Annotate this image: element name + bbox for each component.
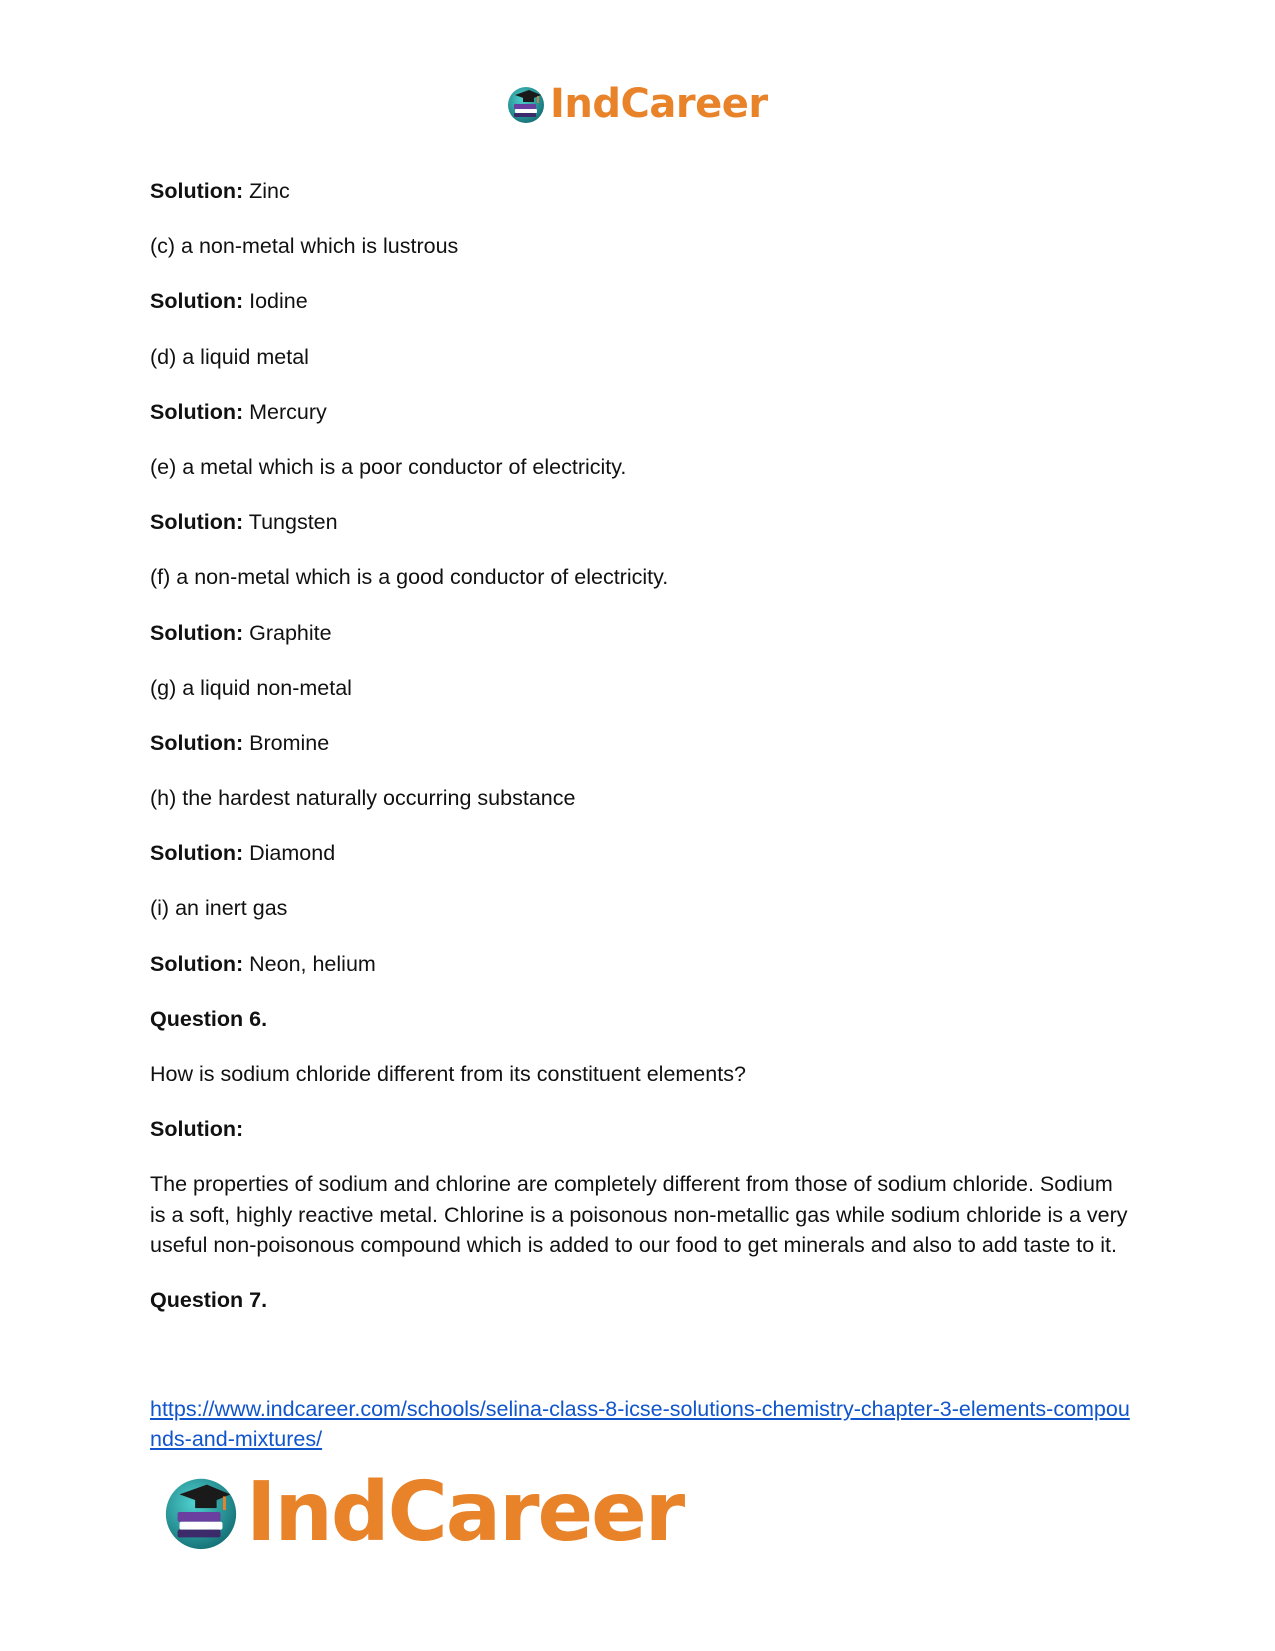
question-6-text: How is sodium chloride different from its constituent elements?: [150, 1062, 746, 1086]
answer-list: [150, 176, 1130, 1004]
solution-label: Solution:: [150, 841, 244, 866]
item-text: Graphite: [249, 620, 332, 645]
question-6-heading: Question 6.: [150, 1006, 268, 1031]
question-6-solution-text: The properties of sodium and chlorine are completely different from those of sodium chloride. Sodium is a soft, highly reactive metal. Chlorine is a poisonous non-metallic gas while sodium chloride is a very useful non-poisonous compound which is added to our food to get minerals and also to add taste to it.: [150, 1172, 1128, 1258]
item-text: Bromine: [249, 730, 330, 755]
item-text: (c) a non-metal which is lustrous: [150, 234, 459, 259]
item-text: Neon, helium: [249, 951, 376, 976]
question-6-solution-label: Solution:: [150, 1117, 244, 1142]
list-item: [150, 176, 1130, 231]
list-item: [150, 728, 1130, 783]
list-item: [150, 949, 1130, 1004]
indcareer-globe-icon: [505, 83, 547, 125]
list-item: [150, 562, 1130, 617]
list-item: [150, 397, 1130, 452]
indcareer-logo-footer: [160, 1466, 683, 1558]
list-item: [150, 838, 1130, 893]
list-item: [150, 783, 1130, 838]
solution-label: Solution:: [150, 730, 244, 755]
list-item: [150, 286, 1130, 341]
document-body: [150, 176, 1130, 1340]
question-7-heading: Question 7.: [150, 1287, 268, 1312]
list-item: [150, 507, 1130, 562]
item-text: Mercury: [249, 399, 327, 424]
item-text: (e) a metal which is a poor conductor of electricity.: [150, 454, 627, 479]
item-text: (h) the hardest naturally occurring substance: [150, 786, 576, 811]
solution-label: Solution:: [150, 620, 244, 645]
list-item: [150, 893, 1130, 948]
item-text: Zinc: [249, 179, 290, 203]
source-link[interactable]: https://www.indcareer.com/schools/selina-class-8-icse-solutions-chemistry-chapter-3-elements-compounds-and-mixtures/: [150, 1397, 1130, 1451]
solution-label: Solution:: [150, 951, 244, 976]
source-link-block: [150, 1394, 1130, 1454]
item-text: (g) a liquid non-metal: [150, 675, 352, 700]
indcareer-logo-header: [505, 80, 768, 128]
item-text: (d) a liquid metal: [150, 344, 309, 369]
solution-label: Solution:: [150, 510, 244, 535]
item-text: Diamond: [249, 841, 336, 866]
list-item: [150, 231, 1130, 286]
item-text: Iodine: [249, 289, 308, 314]
list-item: [150, 618, 1130, 673]
logo-wordmark: IndCareer: [550, 81, 768, 127]
list-item: [150, 342, 1130, 397]
item-text: (i) an inert gas: [150, 896, 288, 921]
solution-label: Solution:: [150, 399, 244, 424]
logo-wordmark: IndCareer: [246, 1464, 684, 1560]
list-item: [150, 673, 1130, 728]
indcareer-globe-icon: [160, 1471, 242, 1553]
list-item: [150, 452, 1130, 507]
item-text: (f) a non-metal which is a good conductor of electricity.: [150, 565, 669, 590]
solution-label: Solution:: [150, 289, 244, 314]
item-text: Tungsten: [248, 510, 338, 535]
solution-label: Solution:: [150, 179, 244, 203]
